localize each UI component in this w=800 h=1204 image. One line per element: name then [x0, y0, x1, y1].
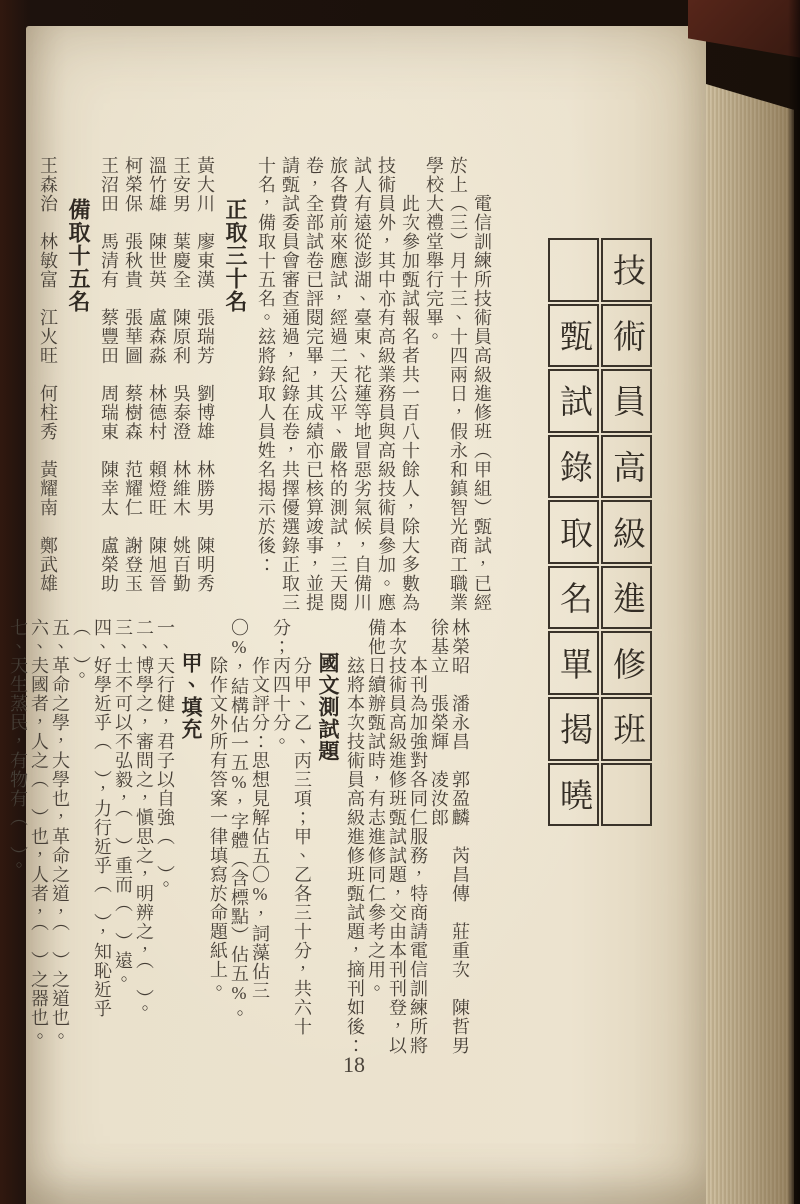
title-char-cell: 試: [548, 369, 599, 433]
title-char-cell: 甄: [548, 304, 599, 368]
admitted-names-column: 溫竹雄 陳世英 盧森淼 林德村 賴燈旺 陳旭晉: [147, 156, 167, 593]
fill-in-item: 六、夫國者，人之（ ）也，人者，（ ）之器也。: [29, 618, 49, 1046]
title-char-cell: [548, 238, 599, 302]
fill-in-item: 二、博學之，審問之，愼思之，明辨之，（ ）。: [134, 618, 154, 1018]
photo-edge-shadow: [788, 0, 800, 1204]
fill-in-item: 四、好學近乎（ ），力行近乎（ ），知恥近乎（ ）。: [71, 618, 112, 1018]
fill-in-item: 三、士不可以不弘毅，（ ）重而（ ）遠。: [113, 618, 133, 989]
fill-in-item: 七、天生蒸民，有物有（ ）。: [8, 618, 28, 875]
title-box: [555, 238, 652, 826]
waitlist-names-column: 徐基立 張榮輝 凌汝郎: [429, 618, 449, 827]
exam-rule: 除作文外所有答案一律填寫於命題紙上。: [208, 618, 228, 998]
title-char-cell: 員: [601, 369, 652, 433]
title-char-cell: 揭: [548, 697, 599, 761]
admitted-names-column: 王沼田 馬清有 蔡豐田 周瑞東 陳幸太 盧榮助: [99, 156, 119, 593]
fill-in-item: 一、天行健，君子以自強（ ）。: [155, 618, 175, 894]
title-char-cell: 錄: [548, 435, 599, 499]
title-box-column-right: [601, 238, 652, 826]
title-char-cell: 單: [548, 631, 599, 695]
article-upper-section: [34, 156, 494, 613]
paragraph-exam-report: 此次參加甄試報名者共一百八十餘人，除大多數為技術員外，其中亦有高級業務員與高級技術員參加。應試人有遠從澎湖、臺東、花蓮等地冒惡劣氣候，自備川旅各費前來應試，經過二天公平、嚴格的測試，三天閱卷，全部試卷已評閱完畢，其成績亦已核算竣事，並提請甄試委員會審查通過，紀錄在卷，共擇優選錄正取三十名，備取十五名。玆將錄取人員姓名揭示於後：: [256, 156, 420, 612]
admitted-names-column: 王安男 葉慶全 陳原利 吳泰澄 林維木 姚百勤: [171, 156, 191, 593]
title-char-cell: 術: [601, 304, 652, 368]
page-number: 18: [343, 1052, 365, 1077]
book-fore-edge: [706, 58, 794, 1204]
waitlist-names-column: 王森治 林敏富 江火旺 何柱秀 黃耀南 鄭武雄: [38, 156, 58, 593]
section-header-tianchong: 甲、填充: [179, 652, 203, 740]
paragraph-editor-note2: 玆將本次技術員高級進修班甄試題，摘刊如後：: [345, 618, 365, 1055]
title-char-cell: 取: [548, 500, 599, 564]
exam-rule: 作文評分：思想見解佔五〇%，詞藻佔三〇%，結構佔一五%，字體（含標點）佔五%。: [229, 618, 270, 1023]
article-lower-section: [8, 618, 470, 1056]
book-page: [8, 26, 706, 1204]
title-char-cell: [601, 763, 652, 827]
title-char-cell: 技: [601, 238, 652, 302]
title-char-cell: 班: [601, 697, 652, 761]
paragraph-intro: 電信訓練所技術員高級進修班（甲組）甄試，已經於上（三）月十三、十四兩日，假永和鎮智光商工職業學校大禮堂舉行完畢。: [424, 156, 492, 612]
title-char-cell: 高: [601, 435, 652, 499]
fill-in-item: 五、革命之學，大學也，革命之道，（ ）之道也。: [50, 618, 70, 1046]
section-header-beiqu: 備取十五名: [66, 198, 91, 313]
title-box-column-left: [548, 238, 599, 826]
title-char-cell: 曉: [548, 763, 599, 827]
exam-rule: 分甲、乙、丙三項；甲、乙各三十分，共六十分；丙四十分。: [271, 618, 312, 1036]
admitted-names-column: 黃大川 廖東漢 張瑞芳 劉博雄 林勝男 陳明秀: [195, 156, 215, 593]
section-header-zhengqu: 正取三十名: [223, 198, 248, 313]
waitlist-names-column: 林榮昭 潘永昌 郭盈麟 芮昌傳 莊重次 陳哲男: [450, 618, 470, 1055]
title-char-cell: 進: [601, 566, 652, 630]
title-char-cell: 修: [601, 631, 652, 695]
section-header-guowen: 國文測試題: [316, 652, 340, 762]
title-char-cell: 級: [601, 500, 652, 564]
paragraph-editor-note: 本刊為加強對各同仁服務，特商請電信訓練所將本次技術員高級進修班甄試試題，交由本刊刊登，以備他日續辦甄試時，有志進修同仁參考之用。: [366, 618, 428, 1055]
admitted-names-column: 柯榮保 張秋貴 張華圖 蔡樹森 范耀仁 謝登玉: [123, 156, 143, 593]
title-char-cell: 名: [548, 566, 599, 630]
